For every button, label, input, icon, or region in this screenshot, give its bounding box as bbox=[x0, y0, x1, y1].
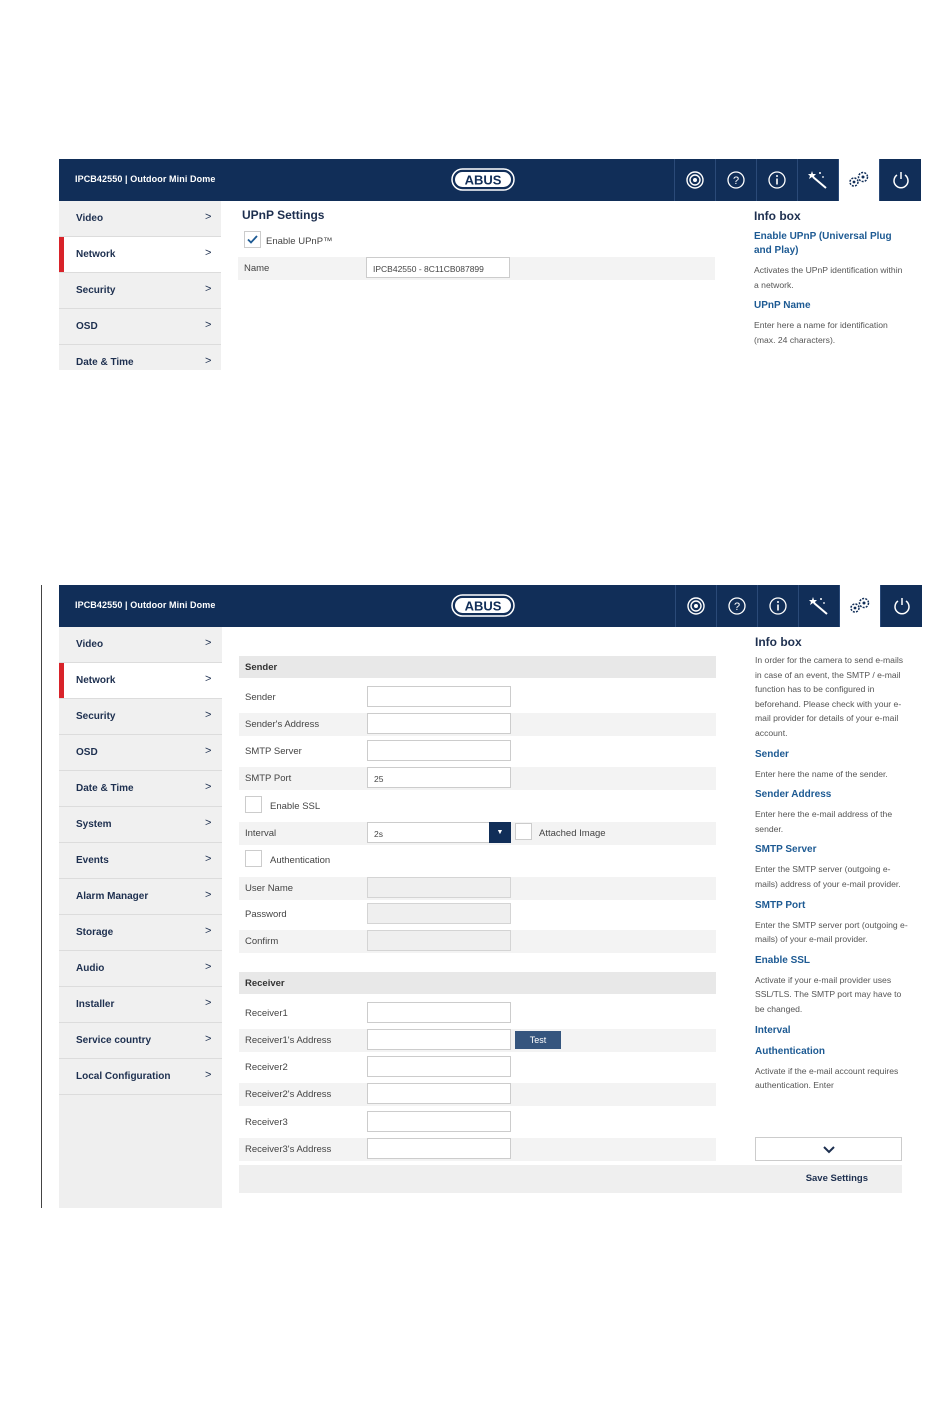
receiver1-address-row bbox=[239, 1029, 716, 1052]
info-heading: Sender Address bbox=[755, 789, 832, 801]
settings-icon[interactable] bbox=[838, 159, 879, 201]
info-text: Enter the SMTP server port (outgoing e-mails) of your e-mail provider. bbox=[755, 919, 908, 945]
enable-upnp-checkbox[interactable] bbox=[244, 231, 261, 248]
abus-logo bbox=[451, 594, 515, 617]
info-scroll-button[interactable] bbox=[755, 1137, 902, 1161]
smtp-port-row bbox=[239, 767, 716, 790]
save-settings-button[interactable]: Save Settings bbox=[805, 1173, 868, 1184]
sidebar-item-network[interactable] bbox=[59, 237, 221, 273]
toolbar-icons bbox=[675, 585, 922, 627]
top-bar bbox=[59, 585, 922, 627]
sender-input[interactable] bbox=[367, 686, 511, 707]
sidebar-item-label: Video bbox=[76, 213, 104, 224]
sidebar bbox=[59, 627, 222, 1208]
sidebar-item-label: Events bbox=[76, 855, 109, 866]
info-heading: SMTP Port bbox=[755, 899, 806, 911]
sidebar-item-osd[interactable] bbox=[59, 735, 222, 771]
sidebar-item-system[interactable] bbox=[59, 807, 222, 843]
help-icon[interactable] bbox=[715, 159, 756, 201]
chevron-right-icon: > bbox=[205, 853, 212, 865]
enable-upnp-label: Enable UPnP™ bbox=[266, 236, 333, 247]
receiver2-row bbox=[239, 1056, 716, 1079]
chevron-right-icon: > bbox=[205, 1069, 212, 1081]
sidebar-item-label: Service country bbox=[76, 1035, 152, 1046]
svg-text:?: ? bbox=[733, 601, 741, 613]
user-name-row bbox=[239, 877, 716, 900]
sidebar-item-audio[interactable] bbox=[59, 951, 222, 987]
sidebar-item-storage[interactable] bbox=[59, 915, 222, 951]
authentication-checkbox[interactable] bbox=[245, 850, 262, 867]
sidebar-item-installer[interactable] bbox=[59, 987, 222, 1023]
email-screenshot bbox=[41, 585, 922, 1208]
power-icon[interactable] bbox=[879, 159, 921, 201]
info-text: Activate if your e-mail provider uses SSL/TLS. The SMTP port may have to be changed. bbox=[755, 974, 902, 1014]
attached-image-label: Attached Image bbox=[539, 828, 606, 839]
receiver1-row bbox=[239, 1002, 716, 1025]
sidebar-item-label: OSD bbox=[76, 747, 98, 758]
smtp-port-label: SMTP Port bbox=[245, 773, 292, 784]
wizard-icon[interactable] bbox=[797, 159, 838, 201]
info-box bbox=[755, 627, 910, 1093]
sidebar-item-label: Network bbox=[76, 675, 116, 686]
sidebar-item-osd[interactable] bbox=[59, 309, 221, 345]
sidebar-item-events[interactable] bbox=[59, 843, 222, 879]
sidebar-item-label: System bbox=[76, 819, 112, 830]
sender-label: Sender bbox=[245, 692, 276, 703]
sender-address-label: Sender's Address bbox=[245, 719, 320, 730]
sidebar-item-security[interactable] bbox=[59, 699, 222, 735]
info-heading: Authentication bbox=[755, 1045, 825, 1057]
chevron-right-icon: > bbox=[205, 781, 212, 793]
wizard-icon[interactable] bbox=[798, 585, 839, 627]
info-icon[interactable] bbox=[757, 585, 798, 627]
sidebar-item-label: OSD bbox=[76, 321, 98, 332]
sidebar-item-label: Local Configuration bbox=[76, 1071, 171, 1082]
smtp-server-row bbox=[239, 740, 716, 763]
sender-section-header bbox=[239, 656, 716, 678]
chevron-right-icon: > bbox=[205, 961, 212, 973]
chevron-right-icon: > bbox=[205, 247, 212, 259]
receiver3-address-input[interactable] bbox=[367, 1138, 511, 1159]
upnp-name-row bbox=[238, 257, 715, 280]
receiver2-address-row bbox=[239, 1083, 716, 1106]
toolbar-icons bbox=[674, 159, 921, 201]
info-heading: UPnP Name bbox=[754, 300, 811, 312]
sidebar-item-label: Security bbox=[76, 711, 116, 722]
sender-address-row bbox=[239, 713, 716, 736]
chevron-right-icon: > bbox=[205, 283, 212, 295]
password-input bbox=[367, 903, 511, 924]
enable-ssl-label: Enable SSL bbox=[270, 801, 321, 812]
info-text: Activates the UPnP identification within a network. bbox=[754, 265, 903, 290]
help-icon[interactable] bbox=[716, 585, 757, 627]
sidebar-item-service-country[interactable] bbox=[59, 1023, 222, 1059]
info-heading: Enable UPnP (Universal Plug and Play) bbox=[754, 231, 892, 256]
info-text: Activate if the e-mail account requires authentication. Enter bbox=[755, 1065, 899, 1091]
chevron-right-icon: > bbox=[205, 319, 212, 331]
sidebar bbox=[59, 201, 221, 370]
top-bar bbox=[59, 159, 921, 201]
receiver2-address-label: Receiver2's Address bbox=[245, 1089, 332, 1100]
receiver1-input[interactable] bbox=[367, 1002, 511, 1023]
receiver3-input[interactable] bbox=[367, 1111, 511, 1132]
chevron-right-icon: > bbox=[205, 745, 212, 757]
test-button[interactable]: Test bbox=[515, 1031, 561, 1049]
live-view-icon[interactable] bbox=[675, 585, 716, 627]
device-title: IPCB42550 | Outdoor Mini Dome bbox=[75, 600, 216, 610]
abus-logo bbox=[451, 168, 515, 191]
info-heading: Interval bbox=[755, 1024, 791, 1036]
receiver3-label: Receiver3 bbox=[245, 1117, 288, 1128]
interval-row bbox=[239, 822, 716, 845]
chevron-right-icon: > bbox=[205, 889, 212, 901]
password-label: Password bbox=[245, 909, 287, 920]
info-icon[interactable] bbox=[756, 159, 797, 201]
section-title: Sender bbox=[245, 662, 278, 673]
section-title: Receiver bbox=[245, 978, 285, 989]
footer-bar bbox=[239, 1165, 902, 1193]
sidebar-item-label: Video bbox=[76, 639, 104, 650]
sidebar-item-label: Alarm Manager bbox=[76, 891, 149, 902]
chevron-down-icon bbox=[823, 1145, 835, 1155]
chevron-right-icon: > bbox=[205, 817, 212, 829]
info-text: In order for the camera to send e-mails in case of an event, the SMTP / e-mail function has to be configured in beforehand. Please check with your e-mail provider for details of your e-mail account. bbox=[755, 655, 904, 738]
sidebar-item-video[interactable] bbox=[59, 627, 222, 663]
interval-label: Interval bbox=[245, 828, 277, 839]
info-heading: Enable SSL bbox=[755, 954, 811, 966]
sidebar-item-label: Date & Time bbox=[76, 357, 134, 368]
upnp-name-label: Name bbox=[244, 263, 270, 274]
receiver3-address-label: Receiver3's Address bbox=[245, 1144, 332, 1155]
interval-value: 2s bbox=[374, 829, 383, 839]
receiver2-address-input[interactable] bbox=[367, 1083, 511, 1104]
upnp-name-input[interactable]: IPCB42550 - 8C11CB087899 bbox=[366, 257, 510, 278]
enable-ssl-row bbox=[239, 795, 716, 818]
receiver1-address-label: Receiver1's Address bbox=[245, 1035, 332, 1046]
checkmark-icon bbox=[245, 232, 260, 247]
receiver2-label: Receiver2 bbox=[245, 1062, 288, 1073]
info-text: Enter here the name of the sender. bbox=[755, 768, 888, 779]
sidebar-item-label: Date & Time bbox=[76, 783, 134, 794]
sidebar-item-video[interactable] bbox=[59, 201, 221, 237]
sidebar-item-label: Security bbox=[76, 285, 116, 296]
enable-upnp-row bbox=[238, 230, 715, 253]
chevron-right-icon: > bbox=[205, 925, 212, 937]
sidebar-item-label: Installer bbox=[76, 999, 115, 1010]
sidebar-item-label: Storage bbox=[76, 927, 114, 938]
chevron-right-icon: > bbox=[205, 673, 212, 685]
sidebar-item-network[interactable] bbox=[59, 663, 222, 699]
sidebar-item-date-time[interactable] bbox=[59, 771, 222, 807]
receiver3-row bbox=[239, 1111, 716, 1134]
sidebar-item-local-configuration[interactable] bbox=[59, 1059, 222, 1095]
receiver1-label: Receiver1 bbox=[245, 1008, 288, 1019]
sidebar-item-security[interactable] bbox=[59, 273, 221, 309]
sidebar-item-label: Audio bbox=[76, 963, 105, 974]
attached-image-checkbox[interactable] bbox=[515, 823, 532, 840]
smtp-port-input[interactable]: 25 bbox=[367, 767, 511, 788]
sidebar-item-alarm-manager[interactable] bbox=[59, 879, 222, 915]
sender-row bbox=[239, 686, 716, 709]
info-box-title: Info box bbox=[754, 209, 801, 223]
chevron-right-icon: > bbox=[205, 355, 212, 367]
info-heading: SMTP Server bbox=[755, 844, 817, 856]
chevron-right-icon: > bbox=[205, 1033, 212, 1045]
confirm-input bbox=[367, 930, 511, 951]
chevron-right-icon: > bbox=[205, 709, 212, 721]
user-name-label: User Name bbox=[245, 883, 294, 894]
password-row bbox=[239, 903, 716, 926]
chevron-right-icon: > bbox=[205, 997, 212, 1009]
confirm-row bbox=[239, 930, 716, 953]
info-box-title: Info box bbox=[755, 635, 802, 649]
info-text: Enter the SMTP server (outgoing e-mails) address of your e-mail provider. bbox=[755, 864, 901, 889]
sidebar-item-label: Network bbox=[76, 249, 116, 260]
live-view-icon[interactable] bbox=[674, 159, 715, 201]
power-icon[interactable] bbox=[880, 585, 922, 627]
receiver-section-header bbox=[239, 972, 716, 994]
confirm-label: Confirm bbox=[245, 936, 279, 947]
chevron-right-icon: > bbox=[205, 637, 212, 649]
svg-text:?: ? bbox=[732, 175, 740, 187]
settings-icon[interactable] bbox=[839, 585, 880, 627]
smtp-server-input[interactable] bbox=[367, 740, 511, 761]
user-name-input bbox=[367, 877, 511, 898]
info-heading: Sender bbox=[755, 748, 789, 760]
chevron-right-icon: > bbox=[205, 211, 212, 223]
sidebar-item-date-time[interactable] bbox=[59, 345, 221, 370]
info-box bbox=[754, 201, 909, 347]
svg-text:ABUS: ABUS bbox=[464, 598, 502, 614]
enable-ssl-checkbox[interactable] bbox=[245, 796, 262, 813]
sender-address-input[interactable] bbox=[367, 713, 511, 734]
dropdown-arrow-icon[interactable]: ▼ bbox=[489, 822, 511, 843]
authentication-row bbox=[239, 849, 716, 872]
info-text: Enter here the e-mail address of the sender. bbox=[755, 809, 893, 834]
upnp-screenshot bbox=[41, 159, 921, 370]
svg-text:ABUS: ABUS bbox=[464, 172, 502, 188]
device-title: IPCB42550 | Outdoor Mini Dome bbox=[75, 174, 216, 184]
smtp-server-label: SMTP Server bbox=[245, 746, 302, 757]
receiver1-address-input[interactable] bbox=[367, 1029, 511, 1050]
receiver2-input[interactable] bbox=[367, 1056, 511, 1077]
page-title: UPnP Settings bbox=[242, 208, 325, 222]
receiver3-address-row bbox=[239, 1138, 716, 1161]
authentication-label: Authentication bbox=[270, 855, 331, 866]
interval-select[interactable] bbox=[367, 822, 511, 843]
info-text: Enter here a name for identification (max. 24 characters). bbox=[754, 320, 888, 345]
